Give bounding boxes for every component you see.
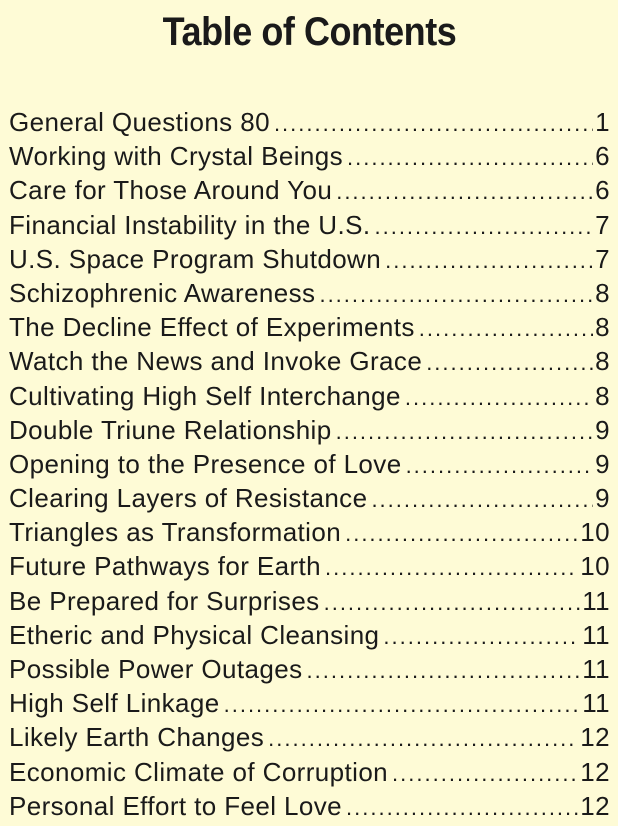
toc-entry[interactable]	[9, 276, 610, 310]
toc-entry-page-number: 6	[595, 141, 610, 172]
toc-entry-title: Schizophrenic Awareness	[9, 277, 316, 308]
toc-entry[interactable]	[9, 208, 610, 242]
toc-entry[interactable]	[9, 139, 610, 173]
dot-leader	[346, 791, 578, 823]
toc-entry-page-number: 9	[595, 448, 610, 479]
toc-entry-title: Working with Crystal Beings	[9, 141, 343, 172]
toc-entry-title: General Questions 80	[9, 107, 270, 137]
toc-entry[interactable]	[9, 379, 610, 413]
dot-leader	[325, 551, 578, 583]
dot-leader	[405, 381, 593, 413]
toc-entry[interactable]	[9, 686, 610, 720]
toc-entry-page-number: 8	[595, 277, 610, 308]
dot-leader	[345, 517, 578, 549]
toc-entry[interactable]	[9, 618, 610, 652]
toc-entry-page-number: 11	[582, 688, 610, 719]
toc-entry[interactable]	[9, 242, 610, 276]
toc-entry-title: Likely Earth Changes	[9, 722, 265, 753]
dot-leader	[374, 210, 593, 242]
toc-entry-title: Future Pathways for Earth	[9, 551, 322, 582]
toc-entry-title: Possible Power Outages	[9, 654, 303, 684]
dot-leader	[406, 449, 594, 481]
toc-entry-title: Cultivating High Self Interchange	[9, 380, 401, 411]
toc-entry[interactable]	[9, 413, 610, 447]
toc-entry[interactable]	[9, 173, 610, 207]
toc-entry[interactable]	[9, 105, 610, 139]
toc-entry[interactable]	[9, 447, 610, 481]
toc-entry-title: Be Prepared for Surprises	[9, 585, 320, 616]
toc-entry-page-number: 7	[595, 243, 610, 274]
toc-entry-title: Financial Instability in the U.S.	[9, 209, 371, 240]
toc-entry[interactable]	[9, 584, 610, 618]
toc-entry[interactable]	[9, 481, 610, 515]
dot-leader	[392, 757, 578, 789]
toc-entry[interactable]	[9, 652, 610, 686]
dot-leader	[419, 312, 593, 344]
toc-entry[interactable]	[9, 344, 610, 378]
dot-leader	[336, 175, 593, 207]
toc-entry-page-number: 11	[582, 585, 610, 616]
toc-entry-title: High Self Linkage	[9, 688, 220, 719]
toc-entry-title: The Decline Effect of Experiments	[9, 312, 415, 343]
dot-leader	[268, 722, 578, 754]
toc-entry-page-number: 12	[580, 756, 610, 787]
toc-entry-page-number: 8	[595, 380, 610, 411]
toc-entry[interactable]	[9, 310, 610, 344]
toc-entry-page-number: 1	[595, 107, 610, 137]
dot-leader	[307, 654, 581, 686]
toc-entry-page-number: 12	[580, 722, 610, 753]
toc-entry[interactable]	[9, 549, 610, 583]
dot-leader	[336, 415, 594, 447]
dot-leader	[274, 107, 593, 139]
dot-leader	[371, 483, 593, 515]
toc-entry-title: Opening to the Presence of Love	[9, 448, 402, 479]
toc-entry[interactable]	[9, 755, 610, 789]
dot-leader	[385, 244, 593, 276]
toc-entry-page-number: 8	[595, 312, 610, 343]
toc-entry[interactable]	[9, 515, 610, 549]
toc-entry-page-number: 6	[595, 175, 610, 206]
toc-entry-page-number: 10	[580, 551, 610, 582]
toc-entry-title: Clearing Layers of Resistance	[9, 483, 368, 514]
toc-entry-title: Personal Effort to Feel Love	[9, 790, 343, 821]
toc-entry-page-number: 11	[582, 619, 610, 650]
dot-leader	[224, 688, 581, 720]
toc-list	[9, 105, 610, 823]
toc-entry-page-number: 10	[580, 517, 610, 548]
dot-leader	[324, 586, 581, 618]
toc-entry[interactable]	[9, 789, 610, 823]
toc-entry-page-number: 8	[595, 346, 610, 377]
toc-entry-page-number: 9	[595, 483, 610, 514]
toc-entry-title: U.S. Space Program Shutdown	[9, 243, 382, 274]
dot-leader	[319, 278, 593, 310]
toc-entry-title: Triangles as Transformation	[9, 517, 342, 548]
toc-entry-page-number: 12	[580, 790, 610, 821]
toc-entry-title: Etheric and Physical Cleansing	[9, 619, 380, 650]
dot-leader	[426, 346, 593, 378]
toc-entry-page-number: 7	[595, 209, 610, 240]
toc-entry-title: Watch the News and Invoke Grace	[9, 346, 423, 377]
toc-entry-title: Double Triune Relationship	[9, 414, 332, 445]
page-title: Table of Contents	[162, 10, 457, 54]
toc-entry-title: Care for Those Around You	[9, 175, 333, 206]
toc-entry-title: Economic Climate of Corruption	[9, 756, 389, 787]
toc-entry-page-number: 11	[582, 654, 610, 684]
toc-entry-page-number: 9	[595, 414, 610, 445]
dot-leader	[347, 141, 593, 173]
toc-entry[interactable]	[9, 720, 610, 754]
dot-leader	[383, 620, 580, 652]
